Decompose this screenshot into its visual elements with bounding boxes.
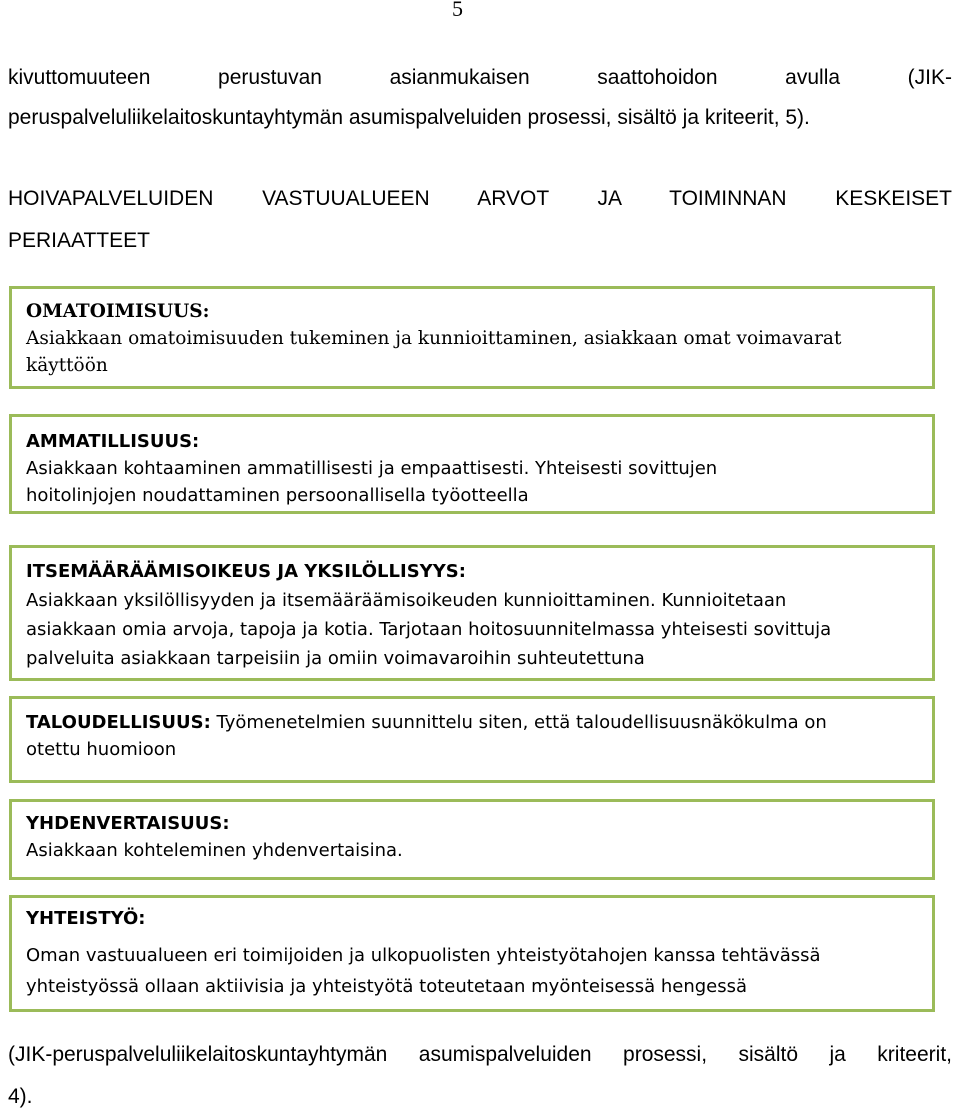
section-heading-line-1: HOIVAPALVELUIDEN VASTUUALUEEN ARVOT JA TOIMINNAN KESKEISET [8,187,952,210]
value-box-taloudellisuus [9,696,935,783]
value-box-text-line: asiakkaan omia arvoja, tapoja ja kotia. Tarjotaan hoitosuunnitelmassa yhteisesti sovittuja [26,619,832,640]
value-box-text-line: Oman vastuualueen eri toimijoiden ja ulkopuolisten yhteistyötahojen kanssa tehtävässä [26,945,821,966]
value-box-title: AMMATILLISUUS: [26,431,200,452]
value-box-text-line: otettu huomioon [26,739,177,760]
value-box-text-line: Asiakkaan kohteleminen yhdenvertaisina. [26,840,403,861]
value-box-text-line: Asiakkaan omatoimisuuden tukeminen ja kunnioittaminen, asiakkaan omat voimavarat [26,328,842,349]
value-box-title: ITSEMÄÄRÄÄMISOIKEUS JA YKSILÖLLISYYS: [26,561,466,582]
value-box-title: YHTEISTYÖ: [26,908,146,929]
intro-paragraph [8,58,952,138]
section-heading [8,178,952,262]
source-line-2: 4). [8,1085,33,1108]
value-box-title: YHDENVERTAISUUS: [26,813,230,834]
section-heading-line-2: PERIAATTEET [8,229,150,252]
value-box-text-line: Työmenetelmien suunnittelu siten, että taloudellisuusnäkökulma on [210,712,827,733]
value-box-text-line: palveluita asiakkaan tarpeisiin ja omiin voimavaroihin suhteutettuna [26,648,645,669]
source-line-1: (JIK-peruspalveluliikelaitoskuntayhtymän asumispalveluiden prosessi, sisältö ja kriteerit, [8,1043,952,1066]
value-box-omatoimisuus [9,286,935,389]
value-box-text-line: hoitolinjojen noudattaminen persoonallisella työotteella [26,485,529,506]
value-box-ammatillisuus [9,414,935,514]
value-box-yhdenvertaisuus [9,799,935,880]
value-box-text-line: yhteistyössä ollaan aktiivisia ja yhteistyötä toteutetaan myönteisessä hengessä [26,976,748,997]
value-box-text-line: Asiakkaan kohtaaminen ammatillisesti ja empaattisesti. Yhteisesti sovittujen [26,458,718,479]
source-paragraph [8,1034,952,1118]
value-box-yhteistyo [9,895,935,1012]
intro-line-1: kivuttomuuteen perustuvan asianmukaisen saattohoidon avulla (JIK- [8,66,952,89]
value-box-title: OMATOIMISUUS: [26,301,210,322]
intro-line-2: peruspalveluliikelaitoskuntayhtymän asumispalveluiden prosessi, sisältö ja kriteerit, 5). [8,106,810,129]
value-box-itsemaaraamisoikeus [9,545,935,681]
value-box-text-line: käyttöön [26,355,108,376]
value-box-text-line: Asiakkaan yksilöllisyyden ja itsemääräämisoikeuden kunnioittaminen. Kunnioitetaan [26,590,787,611]
value-box-title: TALOUDELLISUUS: [26,712,211,733]
page-number: 5 [452,0,463,21]
